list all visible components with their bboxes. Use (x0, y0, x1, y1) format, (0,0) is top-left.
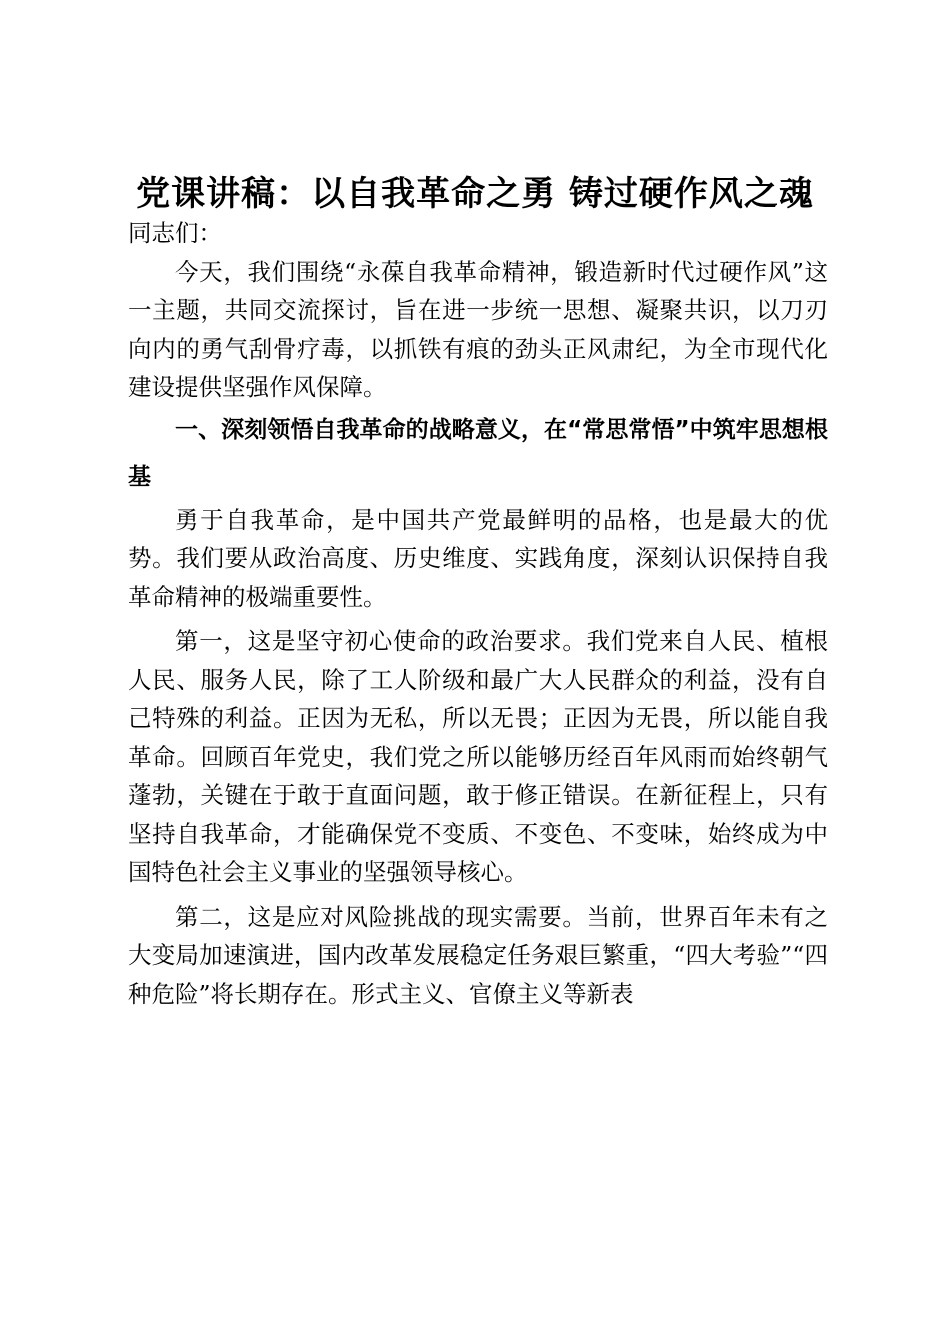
document-body (128, 214, 828, 1013)
intro-paragraph: 今天，我们围绕“永葆自我革命精神，锻造新时代过硬作风”这一主题，共同交流探讨，旨在进一步统一思想、凝聚共识，以刀刃向内的勇气刮骨疗毒，以抓铁有痕的劲头正风肃纪，为全市现代化建设提供坚强作风保障。 (128, 257, 828, 401)
body-paragraph: 勇于自我革命，是中国共产党最鲜明的品格，也是最大的优势。我们要从政治高度、历史维度、实践角度，深刻认识保持自我革命精神的极端重要性。 (128, 505, 828, 611)
body-paragraph: 第二，这是应对风险挑战的现实需要。当前，世界百年未有之大变局加速演进，国内改革发展稳定任务艰巨繁重，“四大考验”“四种危险”将长期存在。形式主义、官僚主义等新表 (128, 902, 828, 1008)
body-paragraph: 第一，这是坚守初心使命的政治要求。我们党来自人民、植根人民、服务人民，除了工人阶级和最广大人民群众的利益，没有自己特殊的利益。正因为无私，所以无畏；正因为无畏，所以能自我革命。回顾百年党史，我们党之所以能够历经百年风雨而始终朝气蓬勃，关键在于敢于直面问题，敢于修正错误。在新征程上，只有坚持自我革命，才能确保党不变质、不变色、不变味，始终成为中国特色社会主义事业的坚强领导核心。 (128, 627, 828, 886)
document-title: 党课讲稿：以自我革命之勇 铸过硬作风之魂 (136, 174, 814, 214)
section-heading: 一、深刻领悟自我革命的战略意义，在“常思常悟”中筑牢思想根基 (128, 416, 828, 490)
salutation: 同志们： (128, 219, 222, 247)
